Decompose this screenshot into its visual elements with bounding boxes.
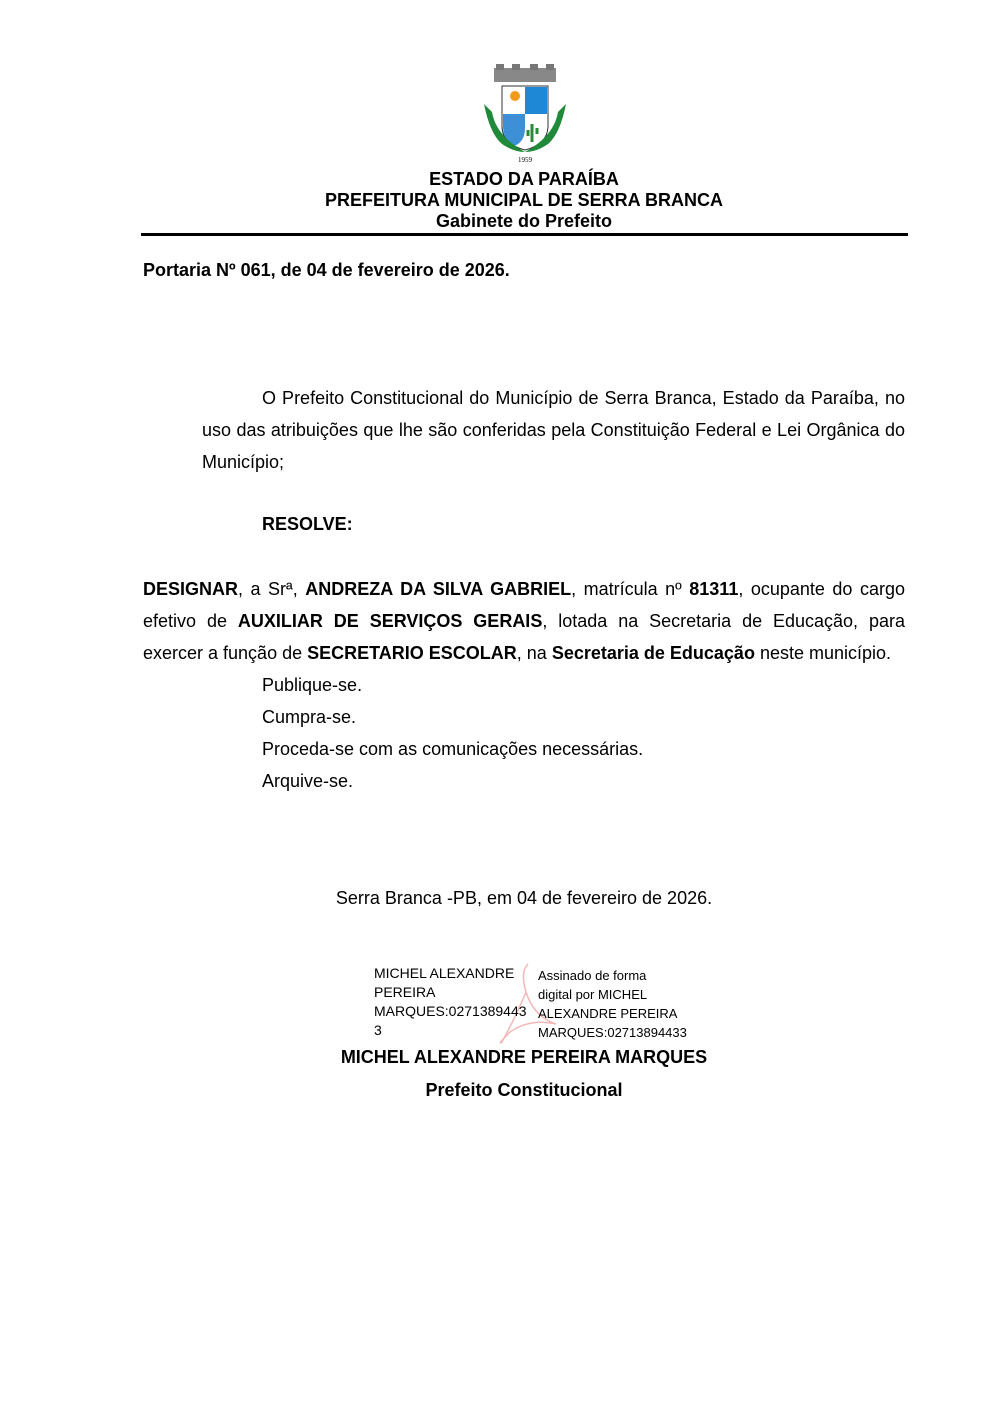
closing-line: Publique-se. [262,675,363,695]
sig-line: MARQUES:02713894433 [538,1025,687,1040]
municipal-crest-logo [482,64,568,164]
closing-list [262,669,643,797]
document-title: Portaria Nº 061, de 04 de fevereiro de 2026. [143,260,510,280]
sig-line: ALEXANDRE PEREIRA [538,1006,678,1021]
closing-line: Proceda-se com as comunicações necessárias. [262,739,644,759]
designation-paragraph [143,573,905,669]
signer-name: MICHEL ALEXANDRE PEREIRA MARQUES [340,1047,708,1067]
office-heading: Gabinete do Prefeito [435,211,613,231]
text: , a Srª, [238,579,306,599]
employee-name: ANDREZA DA SILVA GABRIEL [305,579,572,599]
municipality-heading: PREFEITURA MUNICIPAL DE SERRA BRANCA [324,190,723,210]
resolve-heading: RESOLVE: [262,514,353,534]
text: , ocupante do cargo efetivo de [143,579,905,631]
signature-info [538,966,708,1042]
sig-line: MICHEL ALEXANDRE [374,965,515,981]
text: , lotada na Secretaria de Educação, para exercer a função de [143,611,905,663]
sig-line: MARQUES:0271389443 [374,1003,527,1019]
department: Secretaria de Educação [551,643,755,663]
sig-line: Assinado de forma [538,968,647,983]
text: , matrícula nº [571,579,690,599]
text: , na [516,643,552,663]
sig-line: 3 [374,1022,382,1038]
designar-verb: DESIGNAR [143,579,239,599]
svg-text:1959: 1959 [518,156,532,164]
intro-paragraph: O Prefeito Constitucional do Município de Serra Branca, Estado da Paraíba, no uso das atribuições que lhe são conferidas pela Constituição Federal e Lei Orgânica do Município; [202,388,905,472]
sig-line: PEREIRA [374,984,436,1000]
position: AUXILIAR DE SERVIÇOS GERAIS [237,611,543,631]
registration-number: 81311 [689,579,739,599]
function: SECRETARIO ESCOLAR [307,643,517,663]
header-divider [141,233,908,236]
place-date: Serra Branca -PB, em 04 de fevereiro de 2026. [335,888,713,908]
text: neste município. [754,643,892,663]
closing-line: Cumpra-se. [262,707,357,727]
sig-line: digital por MICHEL [538,987,648,1002]
state-heading: ESTADO DA PARAÍBA [429,169,619,189]
signer-role: Prefeito Constitucional [425,1080,623,1100]
signature-certificate-name [374,964,534,1040]
closing-line: Arquive-se. [262,771,354,791]
